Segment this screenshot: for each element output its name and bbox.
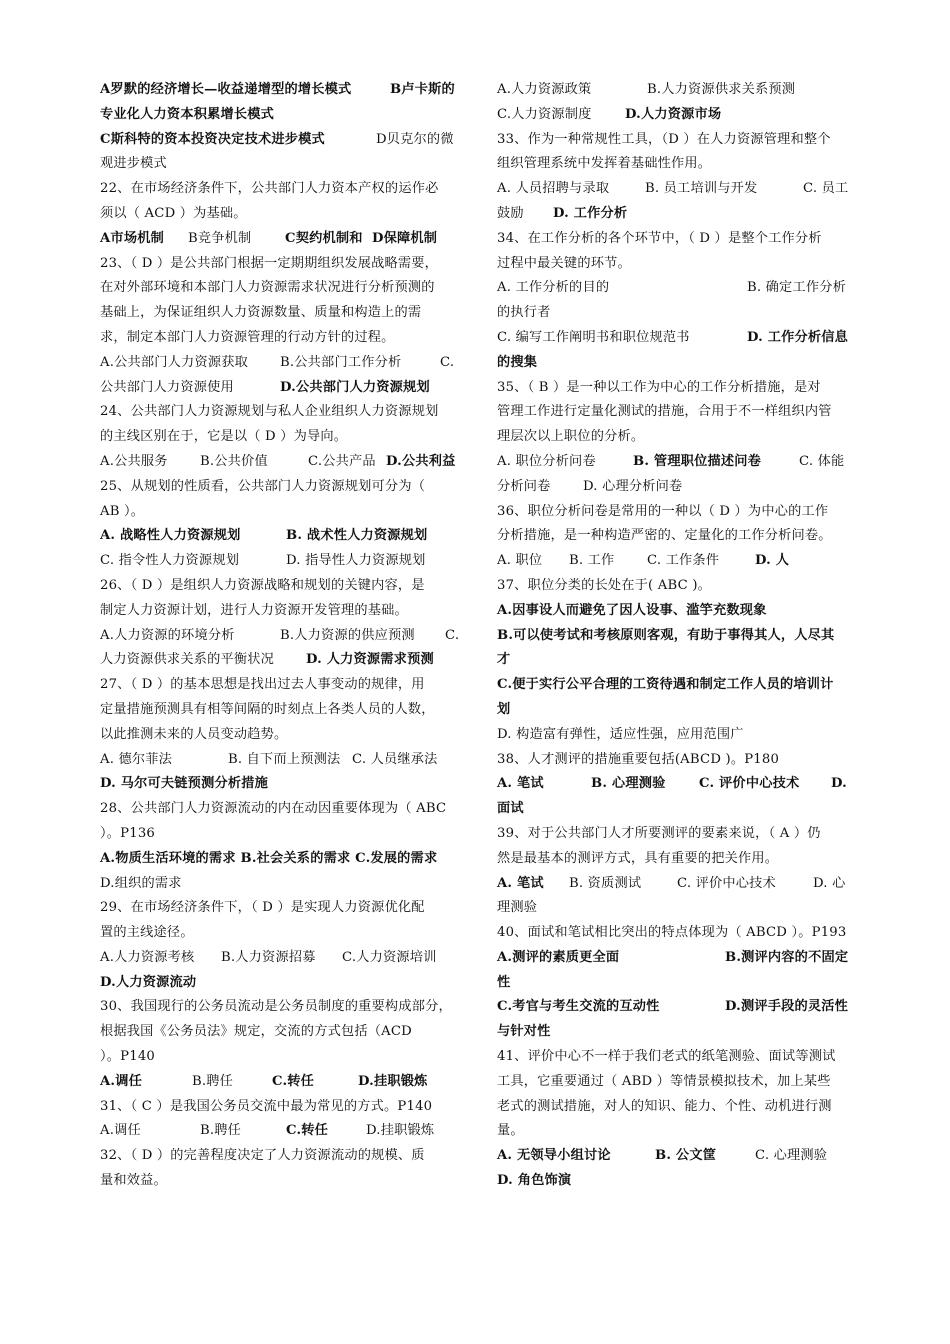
text-line (497, 872, 859, 897)
text-line (100, 152, 472, 177)
text-line (100, 1144, 472, 1169)
text-line (497, 748, 859, 773)
text-line (100, 648, 472, 673)
text-line (497, 896, 859, 921)
text-segment: D. 心 (813, 875, 846, 891)
text-line (497, 1119, 859, 1144)
text-line (497, 921, 859, 946)
text-line (100, 772, 472, 797)
text-segment: 24、公共部门人力资源规划与私人企业组织人力资源规划 (100, 404, 439, 420)
text-line (497, 624, 859, 649)
text-segment: 人力资源供求关系的平衡状况 (100, 652, 275, 668)
text-line (497, 351, 859, 376)
text-segment: A. 职位 (497, 553, 543, 569)
text-line (497, 698, 859, 723)
text-line (497, 128, 859, 153)
text-segment: 26、（ D ）是组织人力资源战略和规划的关键内容，是 (100, 577, 425, 593)
text-segment: C.转任 (286, 1123, 329, 1139)
text-segment: B. 员工培训与开发 (645, 181, 758, 197)
text-segment: D. 人力资源需求预测 (306, 652, 434, 668)
text-segment: 性 (497, 974, 511, 990)
text-line (497, 252, 859, 277)
text-line (100, 624, 472, 649)
text-segment: A.人力资源考核 (100, 949, 195, 965)
text-segment: C.考官与考生交流的互动性 (497, 999, 660, 1015)
left-column (100, 78, 472, 1194)
text-segment: A.人力资源政策 (497, 82, 592, 97)
text-segment: 在对外部环境和本部门人力资源需求状况进行分析预测的 (100, 280, 435, 296)
text-line (100, 872, 472, 897)
text-segment: 基础上，为保证组织人力资源数量、质量和构造上的需 (100, 305, 422, 321)
text-line (100, 1095, 472, 1120)
text-line (497, 103, 859, 128)
text-segment: C. 心理测验 (755, 1148, 828, 1164)
text-line (100, 500, 472, 525)
text-line (100, 1119, 472, 1144)
text-line (100, 400, 472, 425)
text-segment: B.人力资源供求关系预测 (647, 82, 796, 97)
text-line (100, 227, 472, 252)
text-line (497, 673, 859, 698)
text-segment: B. 工作 (569, 553, 615, 569)
text-segment: 41、评价中心不一样于我们老式的纸笔测验、面试等测试 (497, 1049, 836, 1065)
text-segment: B. 确定工作分析 (747, 280, 846, 296)
text-segment: C. 工作条件 (647, 553, 720, 569)
text-line (497, 995, 859, 1020)
text-line (100, 301, 472, 326)
text-segment: C. 员工 (803, 181, 849, 197)
text-line (100, 1169, 472, 1194)
text-line (497, 822, 859, 847)
text-segment: B. 资质测试 (569, 875, 642, 891)
text-line (497, 1169, 859, 1194)
text-segment: D. 工作分析 (553, 205, 628, 221)
text-segment: A.物质生活环境的需求 B.社会关系的需求 C.发展的需求 (100, 850, 438, 866)
text-segment: AB ）。 (100, 503, 145, 519)
text-segment: B.人力资源招募 (221, 949, 316, 965)
text-segment: D.公共利益 (386, 453, 456, 469)
text-line (497, 500, 859, 525)
text-line (100, 425, 472, 450)
text-segment: D. 工作分析信息 (747, 329, 849, 345)
text-segment: 的搜集 (497, 354, 538, 370)
text-segment: A. 人员招聘与录取 (497, 181, 610, 197)
text-line (497, 1045, 859, 1070)
text-line (100, 351, 472, 376)
text-segment: 以此推测未来的人员变动趋势。 (100, 726, 288, 742)
text-line (497, 177, 859, 202)
text-segment: 22、在市场经济条件下，公共部门人力资本产权的运作必 (100, 181, 439, 197)
text-line (497, 1020, 859, 1045)
text-segment: A. 职位分析问卷 (497, 453, 596, 469)
text-segment: C. (445, 627, 460, 643)
text-segment: A. 笔试 (497, 776, 544, 792)
text-line (100, 574, 472, 599)
text-segment: C. 指令性人力资源规划 (100, 553, 240, 569)
text-segment: 求，制定本部门人力资源管理的行动方针的过程。 (100, 329, 395, 345)
text-segment: C契约机制和 (285, 230, 363, 246)
text-segment: ）。P136 (100, 825, 156, 841)
text-line (497, 152, 859, 177)
text-segment: D. 构造富有弹性，适应性强，应用范围广 (497, 726, 744, 742)
text-line (100, 946, 472, 971)
text-segment: 33、作为一种常规性工具，（D ）在人力资源管理和整个 (497, 131, 831, 147)
text-line (100, 202, 472, 227)
text-segment: 25、从规划的性质看，公共部门人力资源规划可分为（ (100, 478, 426, 494)
text-segment: 组织管理系统中发挥着基础性作用。 (497, 156, 712, 172)
text-segment: A. 无领导小组讨论 (497, 1148, 611, 1164)
text-segment: 根据我国《公务员法》规定，交流的方式包括（ACD (100, 1024, 412, 1040)
text-segment: C.人力资源培训 (342, 949, 437, 965)
text-segment: 公共部门人力资源使用 (100, 379, 234, 395)
text-segment: D. 人 (755, 553, 790, 569)
text-segment: A.调任 (100, 1123, 141, 1139)
text-segment: 30、我国现行的公务员流动是公务员制度的重要构成部分， (100, 999, 452, 1015)
text-segment: 专业化人力资本积累增长模式 (100, 106, 275, 122)
text-line (100, 673, 472, 698)
text-segment: 划 (497, 701, 511, 717)
text-segment: D保障机制 (372, 230, 438, 246)
text-line (100, 1020, 472, 1045)
text-segment: D.挂职锻炼 (358, 1073, 428, 1089)
text-segment: B卢卡斯的 (390, 82, 455, 97)
text-line (100, 599, 472, 624)
text-segment: 老式的测试措施，对人的知识、能力、个性、动机进行测 (497, 1098, 832, 1114)
text-segment: C. 人员继承法 (352, 751, 438, 767)
text-segment: A. 工作分析的目的 (497, 280, 610, 296)
text-line (497, 599, 859, 624)
text-line (100, 698, 472, 723)
text-segment: 才 (497, 652, 511, 668)
text-segment: D. 心理分析问卷 (583, 478, 683, 494)
text-segment: 然是最基本的测评方式，具有重要的把关作用。 (497, 850, 779, 866)
text-segment: 23、（ D ）是公共部门根据一定期期组织发展战略需要， (100, 255, 439, 271)
text-line (100, 450, 472, 475)
text-segment: 定量措施预测具有相等间隔的时刻点上各类人员的人数， (100, 701, 435, 717)
text-segment: 40、面试和笔试相比突出的特点体现为（ ABCD ）。P193 (497, 925, 847, 941)
text-segment: 管理工作进行定量化测试的措施，合用于不一样组织内管 (497, 404, 832, 420)
text-segment: 工具，它重要通过（ ABD ）等情景模拟技术，加上某些 (497, 1073, 831, 1089)
text-segment: D.挂职锻炼 (366, 1123, 435, 1139)
text-line (100, 326, 472, 351)
text-line (100, 103, 472, 128)
text-segment: B.测评内容的不固定 (725, 949, 849, 965)
text-segment: C. 评价中心技术 (699, 776, 800, 792)
text-line (497, 301, 859, 326)
text-segment: D.人力资源流动 (100, 974, 197, 990)
text-line (100, 723, 472, 748)
text-segment: C. (440, 354, 455, 370)
text-segment: 须以（ ACD ）为基础。 (100, 205, 247, 221)
text-line (497, 772, 859, 797)
text-line (100, 78, 472, 103)
text-segment: D.公共部门人力资源规划 (280, 379, 430, 395)
text-segment: D. 角色饰演 (497, 1173, 572, 1189)
text-line (497, 227, 859, 252)
text-segment: 32、（ D ）的完善程度决定了人力资源流动的规模、质 (100, 1148, 425, 1164)
text-segment: A.调任 (100, 1073, 142, 1089)
text-line (497, 202, 859, 227)
text-line (497, 946, 859, 971)
text-segment: B.公共部门工作分析 (280, 354, 402, 370)
text-segment: C.便于实行公平合理的工资待遇和制定工作人员的培训计 (497, 677, 834, 693)
text-line (100, 276, 472, 301)
right-column (497, 78, 859, 1194)
text-line (497, 723, 859, 748)
text-segment: 27、（ D ）的基本思想是找出过去人事变动的规律，用 (100, 677, 425, 693)
text-segment: 的执行者 (497, 305, 551, 321)
text-line (100, 1070, 472, 1095)
text-segment: 28、公共部门人力资源流动的内在动因重要体现为（ ABC (100, 801, 447, 817)
text-line (497, 1095, 859, 1120)
text-segment: D. 指导性人力资源规划 (286, 553, 426, 569)
text-line (497, 400, 859, 425)
text-segment: 鼓励 (497, 205, 524, 221)
text-segment: 面试 (497, 801, 524, 817)
text-segment: C. 体能 (799, 453, 845, 469)
text-line (100, 847, 472, 872)
text-segment: A.因事设人而避免了因人设事、滥竽充数现象 (497, 602, 767, 618)
text-line (497, 847, 859, 872)
text-segment: 38、人才测评的措施重要包括(ABCD )。P180 (497, 751, 780, 767)
text-segment: A.测评的素质更全面 (497, 949, 620, 965)
text-line (100, 128, 472, 153)
text-segment: C.人力资源制度 (497, 106, 592, 122)
text-line (497, 648, 859, 673)
text-segment: 制定人力资源计划，进行人力资源开发管理的基础。 (100, 602, 408, 618)
text-segment: 量。 (497, 1123, 524, 1139)
text-segment: A.公共服务 (100, 453, 168, 469)
text-line (100, 549, 472, 574)
text-segment: 的主线区别在于，它是以（ D ）为导向。 (100, 429, 348, 445)
text-line (497, 574, 859, 599)
text-segment: C.转任 (272, 1073, 315, 1089)
text-segment: B.可以使考试和考核原则客观，有助于事得其人，人尽其 (497, 627, 835, 643)
text-segment: B.聘任 (200, 1123, 242, 1139)
text-segment: B.公共价值 (200, 453, 268, 469)
text-line (497, 425, 859, 450)
text-segment: 过程中最关键的环节。 (497, 255, 631, 271)
text-line (497, 549, 859, 574)
text-segment: B. 心理测验 (591, 776, 666, 792)
text-segment: C斯科特的资本投资决定技术进步模式 (100, 131, 325, 147)
text-segment: ）。P140 (100, 1049, 156, 1065)
text-segment: 29、在市场经济条件下，（ D ）是实现人力资源优化配 (100, 900, 425, 916)
text-line (100, 896, 472, 921)
text-segment: B. 战术性人力资源规划 (286, 528, 428, 544)
text-segment: C.公共产品 (308, 453, 376, 469)
text-line (497, 971, 859, 996)
text-segment: 观进步模式 (100, 156, 167, 172)
text-segment: 37、职位分类的长处在于( ABC )。 (497, 577, 712, 593)
text-segment: C. 编写工作阐明书和职位规范书 (497, 329, 690, 345)
text-segment: A.人力资源的环境分析 (100, 627, 235, 643)
text-segment: B. 自下而上预测法 (228, 751, 341, 767)
text-segment: 36、职位分析问卷是常用的一种以（ D ）为中心的工作 (497, 503, 829, 519)
text-segment: B. 公文筐 (655, 1148, 717, 1164)
text-line (100, 971, 472, 996)
text-segment: 理测验 (497, 900, 538, 916)
text-line (100, 524, 472, 549)
text-line (100, 995, 472, 1020)
text-segment: 分析措施，是一种构造严密的、定量化的工作分析问卷。 (497, 528, 832, 544)
text-line (497, 450, 859, 475)
text-segment: 39、对于公共部门人才所要测评的要素来说，（ A ）仍 (497, 825, 821, 841)
text-segment: A.公共部门人力资源获取 (100, 354, 248, 370)
text-segment: 与针对性 (497, 1024, 551, 1040)
text-line (497, 376, 859, 401)
text-line (497, 1070, 859, 1095)
text-segment: D贝克尔的微 (376, 131, 454, 147)
text-segment: B.聘任 (192, 1073, 234, 1089)
text-segment: A. 战略性人力资源规划 (100, 528, 241, 544)
text-line (100, 797, 472, 822)
text-segment: 31、（ C ）是我国公务员交流中最为常见的方式。P140 (100, 1098, 433, 1114)
text-line (497, 326, 859, 351)
text-line (100, 252, 472, 277)
text-segment: B竞争机制 (188, 230, 252, 246)
text-segment: 理层次以上职位的分析。 (497, 429, 645, 445)
text-line (497, 276, 859, 301)
text-segment: C. 评价中心技术 (677, 875, 776, 891)
text-segment: D. 马尔可夫链预测分析措施 (100, 776, 269, 792)
text-line (100, 1045, 472, 1070)
text-line (497, 524, 859, 549)
text-segment: 置的主线途径。 (100, 925, 194, 941)
text-line (100, 177, 472, 202)
text-line (497, 475, 859, 500)
text-line (100, 822, 472, 847)
text-line (100, 475, 472, 500)
text-segment: 分析问卷 (497, 478, 551, 494)
text-segment: B.人力资源的供应预测 (280, 627, 415, 643)
text-segment: A. 德尔菲法 (100, 751, 173, 767)
text-line (497, 1144, 859, 1169)
text-line (100, 376, 472, 401)
text-segment: D.组织的需求 (100, 875, 182, 891)
text-segment: 34、在工作分析的各个环节中，（ D ）是整个工作分析 (497, 230, 822, 246)
text-segment: 35、（ B ）是一种以工作为中心的工作分析措施，是对 (497, 379, 821, 395)
text-segment: 量和效益。 (100, 1173, 167, 1189)
text-line (100, 748, 472, 773)
text-line (497, 797, 859, 822)
text-segment: A市场机制 (100, 230, 164, 246)
text-segment: D.人力资源市场 (625, 106, 722, 122)
text-segment: A. 笔试 (497, 875, 544, 891)
text-segment: A罗默的经济增长—收益递增型的增长模式 (100, 82, 352, 97)
text-line (100, 921, 472, 946)
text-line (497, 78, 859, 103)
text-segment: D.测评手段的灵活性 (725, 999, 849, 1015)
text-segment: B. 管理职位描述问卷 (633, 453, 762, 469)
text-segment: D. (831, 776, 847, 792)
